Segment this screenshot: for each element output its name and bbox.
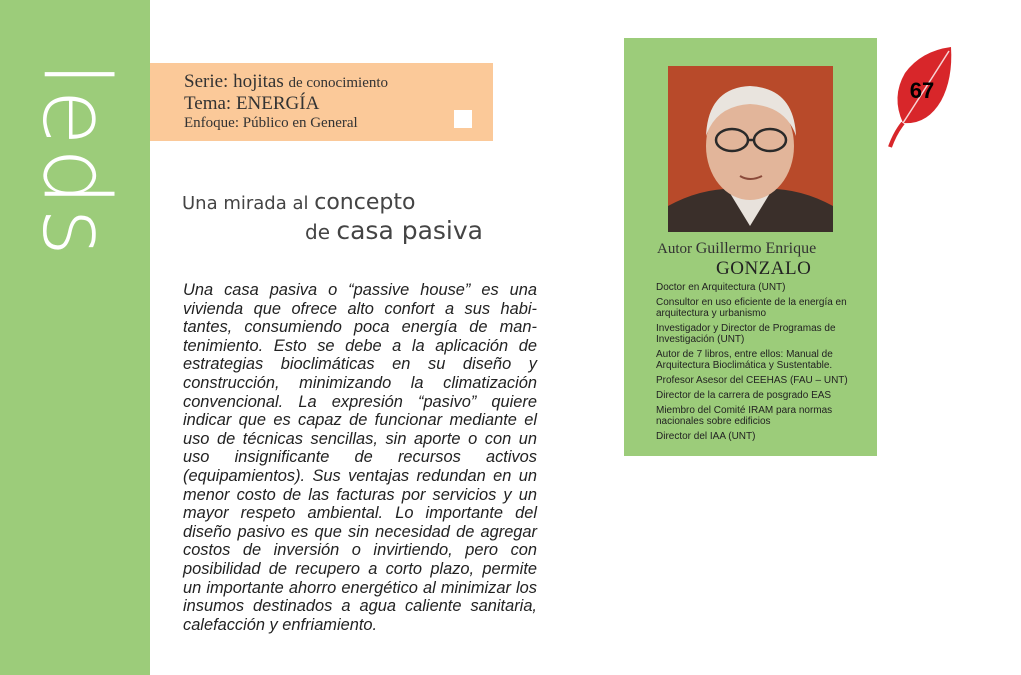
credential-item: Miembro del Comité IRAM para normas nacionales sobre edificios <box>656 405 833 427</box>
white-square-mark <box>454 110 472 128</box>
credential-item: Director del IAA (UNT) <box>656 431 756 442</box>
headline-1b: concepto <box>314 190 416 215</box>
credential-item: Doctor en Arquitectura (UNT) <box>656 282 786 293</box>
credential-item: Consultor en uso eficiente de la energía en arquitectura y urbanismo <box>656 297 847 319</box>
author-credentials <box>656 282 868 446</box>
headline-line-2 <box>305 216 483 245</box>
brand-title-text: leds <box>22 61 129 259</box>
headline-1a: Una mirada al <box>182 193 315 214</box>
credential-item: Profesor Asesor del CEEHAS (FAU – UNT) <box>656 375 848 386</box>
series-info-box <box>150 63 493 141</box>
credential-item: Autor de 7 libros, entre ellos: Manual de Arquitectura Bioclimática y Sustentable. <box>656 349 833 371</box>
credential-item: Investigador y Director de Programas de Investigación (UNT) <box>656 323 836 345</box>
author-name-line <box>657 240 816 258</box>
credential-item: Director de la carrera de posgrado EAS <box>656 390 832 401</box>
author-surname: GONZALO <box>716 258 812 279</box>
author-prefix: Autor <box>657 241 692 257</box>
author-panel <box>624 38 877 456</box>
serie-label: Serie: hojitas <box>184 71 284 92</box>
headline-2b: casa pasiva <box>336 216 483 245</box>
serie-line <box>184 71 388 93</box>
serie-suffix: de conocimiento <box>288 75 389 91</box>
headline-2a: de <box>305 220 337 244</box>
article-body: Una casa pasiva o “passive house” es una vivienda que ofrece alto confort a sus habitantes, consumiendo poca energía de mantenimiento. Esto se debe a la aplicación de estrategias bioclimáticas en su diseño y construcción, minimizando la climatización convencional. La expresión “pasivo” quiere indicar que es capaz de funcionar mediante el uso de técnicas sencillas, sin aporte o con un uso insignificante de recursos activos (equipamientos). Sus ventajas redundan en un menor costo de las facturas por servicios y un mayor respeto ambiental. Lo importante del diseño pasivo es que sin necesidad de agregar costos de inversión o invirtiendo, pero con posibilidad de recupero a corto plazo, permite un importante ahorro energético al minimizar los insumos destinados a agua caliente sanitaria, calefacción y enfriamiento. <box>183 281 537 634</box>
vertical-brand-title <box>22 60 129 260</box>
headline-line-1 <box>182 190 415 215</box>
enfoque-line: Enfoque: Público en General <box>184 115 358 131</box>
author-given-names: Guillermo Enrique <box>695 240 817 257</box>
author-portrait <box>668 66 833 232</box>
tema-line: Tema: ENERGÍA <box>184 93 320 114</box>
issue-number: 67 <box>909 78 935 103</box>
